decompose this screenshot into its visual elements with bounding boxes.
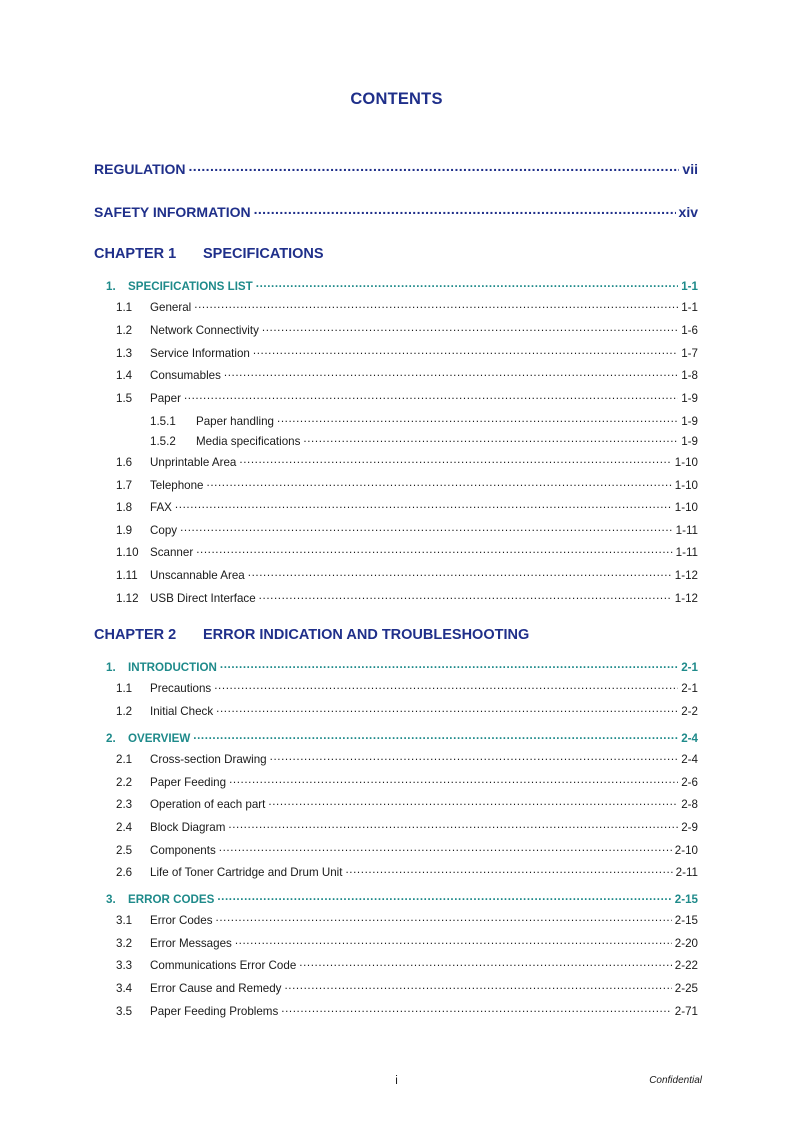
- toc-item[interactable]: [116, 322, 698, 337]
- dot-leader: [235, 935, 672, 947]
- toc-item[interactable]: [116, 299, 698, 314]
- page-title: CONTENTS: [350, 90, 443, 108]
- toc-label: Copy: [150, 523, 178, 537]
- toc-number: 2.2: [116, 775, 133, 789]
- toc-item[interactable]: [116, 477, 698, 492]
- toc-label: Paper Feeding: [150, 775, 227, 789]
- toc-item[interactable]: [116, 703, 698, 718]
- toc-page: 1-10: [674, 455, 698, 469]
- toc-page: 1-11: [675, 523, 698, 537]
- toc-label: Error Cause and Remedy: [150, 981, 282, 995]
- toc-page: 2-22: [674, 958, 698, 972]
- toc-item[interactable]: [116, 544, 698, 559]
- toc-label: ERROR CODES: [128, 892, 215, 906]
- toc-item[interactable]: [116, 935, 698, 950]
- toc-item[interactable]: [116, 980, 698, 995]
- dot-leader: [216, 703, 678, 715]
- dot-leader: [345, 864, 672, 876]
- dot-leader: [253, 345, 678, 357]
- toc-entry-regulation[interactable]: [94, 160, 698, 177]
- toc-subitem[interactable]: [150, 413, 698, 428]
- toc-label: General: [150, 300, 192, 314]
- toc-item[interactable]: [116, 842, 698, 857]
- toc-item[interactable]: [116, 864, 698, 879]
- toc-page: 2-10: [674, 843, 698, 857]
- dot-leader: [196, 544, 672, 556]
- toc-page: 2-1: [681, 681, 698, 695]
- dot-leader: [284, 980, 671, 992]
- page-number: i: [395, 1075, 398, 1087]
- toc-section[interactable]: [106, 659, 698, 674]
- toc-label: Cross-section Drawing: [150, 752, 267, 766]
- toc-label: Paper Feeding Problems: [150, 1004, 279, 1018]
- toc-label: Consumables: [150, 368, 221, 382]
- toc-label: Error Codes: [150, 913, 213, 927]
- toc-number: 1.: [106, 279, 116, 293]
- toc-number: 1.9: [116, 523, 133, 537]
- toc-item[interactable]: [116, 367, 698, 382]
- toc-page: 1-9: [681, 414, 698, 428]
- toc-label: Communications Error Code: [150, 958, 297, 972]
- confidential-note: Confidential: [649, 1075, 702, 1086]
- toc-page: 2-8: [681, 797, 698, 811]
- toc-label: Network Connectivity: [150, 323, 259, 337]
- toc-label: SPECIFICATIONS LIST: [128, 279, 253, 293]
- toc-page: 2-71: [674, 1004, 698, 1018]
- toc-section[interactable]: [106, 891, 698, 906]
- toc-page: 1-12: [674, 591, 698, 605]
- toc-section[interactable]: [106, 278, 698, 293]
- toc-page: 2-11: [675, 865, 698, 879]
- toc-label: Precautions: [150, 681, 212, 695]
- dot-leader: [248, 567, 672, 579]
- toc-label: SAFETY INFORMATION: [94, 204, 251, 220]
- dot-leader: [303, 433, 678, 445]
- toc-page: 2-9: [681, 820, 698, 834]
- toc-page: 1-10: [674, 478, 698, 492]
- toc-item[interactable]: [116, 751, 698, 766]
- chapter-number: CHAPTER 1: [94, 246, 177, 262]
- toc-page: 2-15: [674, 892, 698, 906]
- toc-number: 3.4: [116, 981, 133, 995]
- toc-number: 1.5.2: [150, 434, 176, 448]
- toc-item[interactable]: [116, 390, 698, 405]
- dot-leader: [184, 390, 678, 402]
- toc-item[interactable]: [116, 1003, 698, 1018]
- dot-leader: [262, 322, 678, 334]
- dot-leader: [268, 796, 678, 808]
- toc-number: 1.11: [116, 568, 138, 582]
- dot-leader: [175, 499, 672, 511]
- toc-number: 3.3: [116, 958, 133, 972]
- toc-number: 2.4: [116, 820, 133, 834]
- dot-leader: [299, 957, 672, 969]
- toc-page: 2-6: [681, 775, 698, 789]
- toc-label: Paper: [150, 391, 181, 405]
- toc-number: 3.1: [116, 913, 133, 927]
- toc-label: INTRODUCTION: [128, 660, 217, 674]
- chapter-heading-1: [94, 246, 324, 262]
- dot-leader: [224, 367, 678, 379]
- dot-leader: [217, 891, 671, 903]
- toc-page: 2-1: [681, 660, 698, 674]
- toc-page: 1-9: [681, 391, 698, 405]
- toc-label: Media specifications: [196, 434, 301, 448]
- toc-number: 1.: [106, 660, 116, 674]
- toc-item[interactable]: [116, 567, 698, 582]
- dot-leader: [239, 454, 671, 466]
- toc-item[interactable]: [116, 774, 698, 789]
- toc-number: 1.6: [116, 455, 133, 469]
- toc-number: 1.10: [116, 545, 139, 559]
- dot-leader: [281, 1003, 672, 1015]
- toc-label: REGULATION: [94, 161, 186, 177]
- toc-label: Initial Check: [150, 704, 214, 718]
- chapter-number: CHAPTER 2: [94, 627, 177, 643]
- toc-page: 2-20: [674, 936, 698, 950]
- toc-number: 1.2: [116, 704, 133, 718]
- toc-label: Service Information: [150, 346, 250, 360]
- toc-item[interactable]: [116, 499, 698, 514]
- toc-number: 1.3: [116, 346, 133, 360]
- toc-label: Telephone: [150, 478, 204, 492]
- toc-page: 2-4: [681, 752, 698, 766]
- toc-page: 1-1: [681, 300, 698, 314]
- toc-page: 1-9: [681, 434, 698, 448]
- toc-label: Components: [150, 843, 216, 857]
- dot-leader: [277, 413, 678, 425]
- toc-label: USB Direct Interface: [150, 591, 256, 605]
- toc-item[interactable]: [116, 522, 698, 537]
- dot-leader: [194, 299, 678, 311]
- toc-number: 3.: [106, 892, 116, 906]
- toc-label: Error Messages: [150, 936, 232, 950]
- toc-entry-safety[interactable]: [94, 203, 698, 220]
- toc-label: OVERVIEW: [128, 731, 191, 745]
- toc-page: 1-12: [674, 568, 698, 582]
- dot-leader: [193, 730, 678, 742]
- toc-page: 2-2: [681, 704, 698, 718]
- toc-section[interactable]: [106, 730, 698, 745]
- toc-number: 2.: [106, 731, 116, 745]
- dot-leader: [189, 160, 680, 174]
- toc-label: Unprintable Area: [150, 455, 237, 469]
- toc-number: 3.2: [116, 936, 133, 950]
- toc-label: Operation of each part: [150, 797, 266, 811]
- toc-number: 1.2: [116, 323, 133, 337]
- dot-leader: [228, 819, 678, 831]
- toc-number: 2.3: [116, 797, 133, 811]
- toc-label: Unscannable Area: [150, 568, 245, 582]
- toc-number: 1.1: [116, 681, 133, 695]
- toc-label: Block Diagram: [150, 820, 226, 834]
- chapter-heading-2: [94, 627, 529, 643]
- toc-page: 1-7: [681, 346, 698, 360]
- toc-number: 1.5.1: [150, 414, 176, 428]
- dot-leader: [216, 912, 672, 924]
- toc-page: xiv: [678, 204, 698, 220]
- toc-page: 2-4: [681, 731, 698, 745]
- toc-number: 1.4: [116, 368, 133, 382]
- toc-item[interactable]: [116, 590, 698, 605]
- toc-page: 1-11: [675, 545, 698, 559]
- toc-page: vii: [682, 161, 698, 177]
- toc-number: 2.1: [116, 752, 133, 766]
- toc-item[interactable]: [116, 345, 698, 360]
- toc-number: 3.5: [116, 1004, 133, 1018]
- toc-subitem[interactable]: [150, 433, 698, 448]
- dot-leader: [256, 278, 678, 290]
- toc-label: Scanner: [150, 545, 194, 559]
- toc-label: FAX: [150, 500, 172, 514]
- dot-leader: [220, 659, 678, 671]
- toc-item[interactable]: [116, 796, 698, 811]
- toc-label: Paper handling: [196, 414, 274, 428]
- toc-number: 1.5: [116, 391, 133, 405]
- dot-leader: [229, 774, 678, 786]
- toc-number: 2.6: [116, 865, 133, 879]
- toc-item[interactable]: [116, 454, 698, 469]
- toc-number: 1.7: [116, 478, 133, 492]
- toc-item[interactable]: [116, 819, 698, 834]
- toc-number: 1.8: [116, 500, 133, 514]
- toc-page: 1-10: [674, 500, 698, 514]
- toc-number: 1.12: [116, 591, 139, 605]
- dot-leader: [180, 522, 673, 534]
- toc-item[interactable]: [116, 957, 698, 972]
- toc-page: 1-6: [681, 323, 698, 337]
- toc-page: 2-25: [674, 981, 698, 995]
- toc-item[interactable]: [116, 912, 698, 927]
- dot-leader: [219, 842, 672, 854]
- dot-leader: [254, 203, 676, 217]
- dot-leader: [207, 477, 672, 489]
- toc-page: 2-15: [674, 913, 698, 927]
- dot-leader: [270, 751, 679, 763]
- dot-leader: [214, 680, 678, 692]
- toc-number: 1.1: [116, 300, 133, 314]
- dot-leader: [259, 590, 672, 602]
- chapter-title: SPECIFICATIONS: [203, 246, 324, 262]
- toc-page: 1-1: [681, 279, 698, 293]
- toc-label: Life of Toner Cartridge and Drum Unit: [150, 865, 343, 879]
- chapter-title: ERROR INDICATION AND TROUBLESHOOTING: [203, 627, 530, 643]
- toc-item[interactable]: [116, 680, 698, 695]
- toc-page: 1-8: [681, 368, 698, 382]
- toc-number: 2.5: [116, 843, 133, 857]
